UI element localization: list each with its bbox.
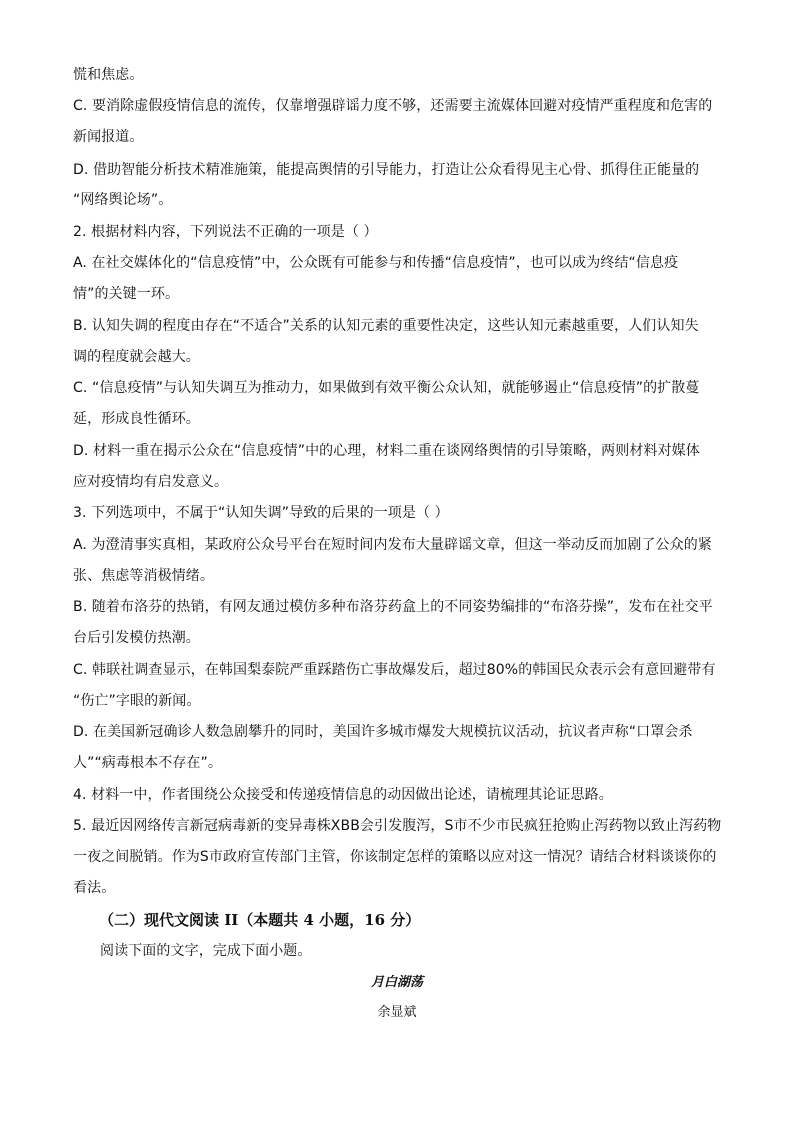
text-line: D. 借助智能分析技术精准施策，能提高舆情的引导能力，打造让公众看得见主心骨、抓得住正能量的 [73,162,700,178]
question-2: 2. 根据材料内容，下列说法不正确的一项是（ ） [73,224,378,240]
text-line: 新闻报道。 [73,129,144,145]
text-line: 延，形成良性循环。 [73,411,200,427]
question-4: 4. 材料一中，作者围绕公众接受和传递疫情信息的动因做出论述，请梳理其论证思路。 [73,787,613,803]
text-line: “伤亡”字眼的新闻。 [73,693,201,709]
instruction-text: 阅读下面的文字，完成下面小题。 [100,943,312,959]
text-line: 应对疫情均有启发意义。 [73,474,229,490]
text-line: 情”的关键一环。 [73,286,180,302]
text-line: C. “信息疫情”与认知失调互为推动力，如果做到有效平衡公众认知，就能够遏止“信息疫情”的扩散蔓 [73,380,700,396]
question-5: 5. 最近因网络传言新冠病毒新的变异毒株XBB会引发腹泻，S市不少市民疯狂抢购止泻药物以致止泻药物 [73,818,722,834]
article-author: 余显斌 [377,1005,417,1020]
article-title: 月白湖荡 [370,975,423,990]
text-line: 看法。 [73,880,116,896]
text-line: C. 韩联社调查显示，在韩国梨泰院严重踩踏伤亡事故爆发后，超过80%的韩国民众表示会有意回避带有 [73,662,716,678]
text-line: 人”“病毒根本不存在”。 [73,755,222,771]
text-line: “网络舆论场”。 [73,192,173,208]
text-line: D. 在美国新冠确诊人数急剧攀升的同时，美国许多城市爆发大规模抗议活动，抗议者声称“口罩会杀 [73,724,693,740]
text-line: 一夜之间脱销。作为S市政府宣传部门主管，你该制定怎样的策略以应对这一情况？请结合材料谈谈你的 [73,849,717,865]
text-line: B. 认知失调的程度由存在“不适合”关系的认知元素的重要性决定，这些认知元素越重要，人们认知失 [73,318,699,334]
text-line: A. 在社交媒体化的“信息疫情”中，公众既有可能参与和传播“信息疫情”，也可以成为终结“信息疫 [73,255,679,271]
text-line: A. 为澄清事实真相，某政府公众号平台在短时间内发布大量辟谣文章，但这一举动反而加剧了公众的紧 [73,537,712,553]
text-line: D. 材料一重在揭示公众在“信息疫情”中的心理，材料二重在谈网络舆情的引导策略，两则材料对媒体 [73,443,700,459]
text-line: 慌和焦虑。 [73,67,144,83]
text-line: 调的程度就会越大。 [73,349,200,365]
text-line: 台后引发模仿热潮。 [73,630,200,646]
text-line: C. 要消除虚假疫情信息的流传，仅靠增强辟谣力度不够，还需要主流媒体回避对疫情严重程度和危害的 [73,98,713,114]
section-heading: （二）现代文阅读 II（本题共 4 小题，16 分） [99,911,421,929]
text-line: B. 随着布洛芬的热销，有网友通过模仿多种布洛芬药盒上的不同姿势编排的“布洛芬操”，发布在社交平 [73,599,713,615]
text-line: 张、焦虑等消极情绪。 [73,568,214,584]
question-3: 3. 下列选项中，不属于“认知失调”导致的后果的一项是（ ） [73,505,449,521]
